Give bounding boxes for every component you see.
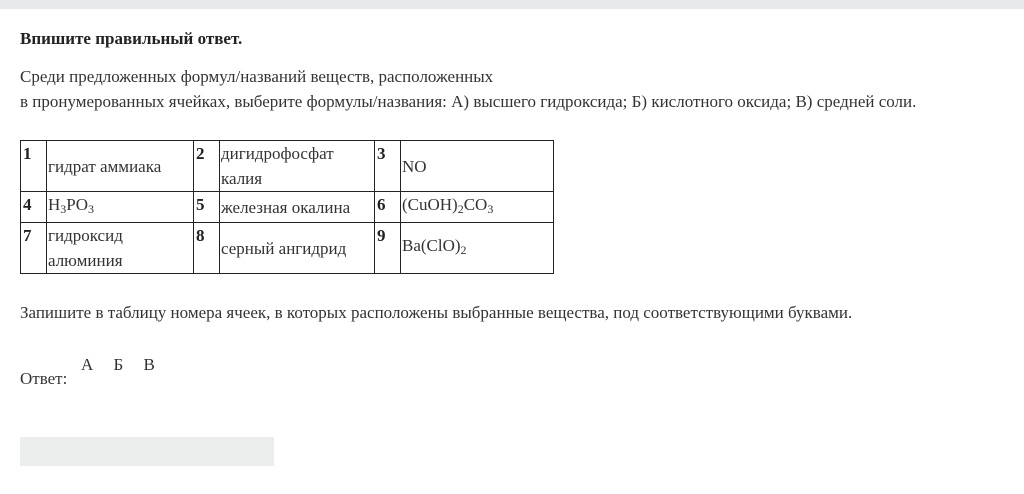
question-line-1: Среди предложенных формул/названий веществ, расположенных [20, 67, 494, 86]
cell-number: 4 [21, 192, 47, 223]
cell-number: 7 [21, 223, 47, 274]
answer-label: Ответ: [20, 369, 68, 388]
formula-part: CO [463, 195, 488, 214]
cell-number: 1 [21, 141, 47, 192]
formula-subscript: 3 [487, 202, 494, 216]
cell-number: 2 [194, 141, 220, 192]
question-text [20, 64, 1010, 114]
cell-number: 8 [194, 223, 220, 274]
formula-subscript: 2 [457, 202, 464, 216]
cell-substance: NO [401, 141, 554, 192]
cell-substance: дигидрофосфат калия [220, 141, 375, 192]
table-row [21, 223, 554, 274]
formula-part: Ba(ClO) [402, 236, 461, 255]
cell-substance: гидрат аммиака [47, 141, 194, 192]
formula-part: H [48, 195, 61, 214]
question-line-2: в пронумерованных ячейках, выберите формулы/названия: А) высшего гидроксида; Б) кислотного оксида; В) средней соли. [20, 92, 917, 111]
answer-letters [81, 355, 171, 375]
answer-input-field[interactable] [20, 437, 274, 466]
letter-a: А [81, 355, 94, 374]
answer-block [20, 355, 1010, 395]
task-heading: Впишите правильный ответ. [20, 29, 243, 48]
top-bar [0, 0, 1024, 9]
cell-substance: серный ангидрид [220, 223, 375, 274]
formula-part: (CuOH) [402, 195, 458, 214]
substances-table [20, 140, 554, 274]
task-content [20, 28, 1010, 395]
formula-part: PO [66, 195, 89, 214]
cell-substance: железная окалина [220, 192, 375, 223]
cell-substance: гидроксид алюминия [47, 223, 194, 274]
cell-number: 5 [194, 192, 220, 223]
cell-number: 9 [375, 223, 401, 274]
letter-v: В [143, 355, 155, 374]
table-row [21, 141, 554, 192]
letter-b: Б [113, 355, 124, 374]
cell-number: 3 [375, 141, 401, 192]
cell-formula [47, 192, 194, 223]
cell-number: 6 [375, 192, 401, 223]
cell-formula [401, 223, 554, 274]
cell-formula [401, 192, 554, 223]
formula-subscript: 2 [460, 243, 467, 257]
table-row [21, 192, 554, 223]
formula-subscript: 3 [60, 202, 67, 216]
instruction-text: Запишите в таблицу номера ячеек, в которых расположены выбранные вещества, под соответствующими буквами. [20, 303, 853, 322]
formula-subscript: 3 [88, 202, 95, 216]
